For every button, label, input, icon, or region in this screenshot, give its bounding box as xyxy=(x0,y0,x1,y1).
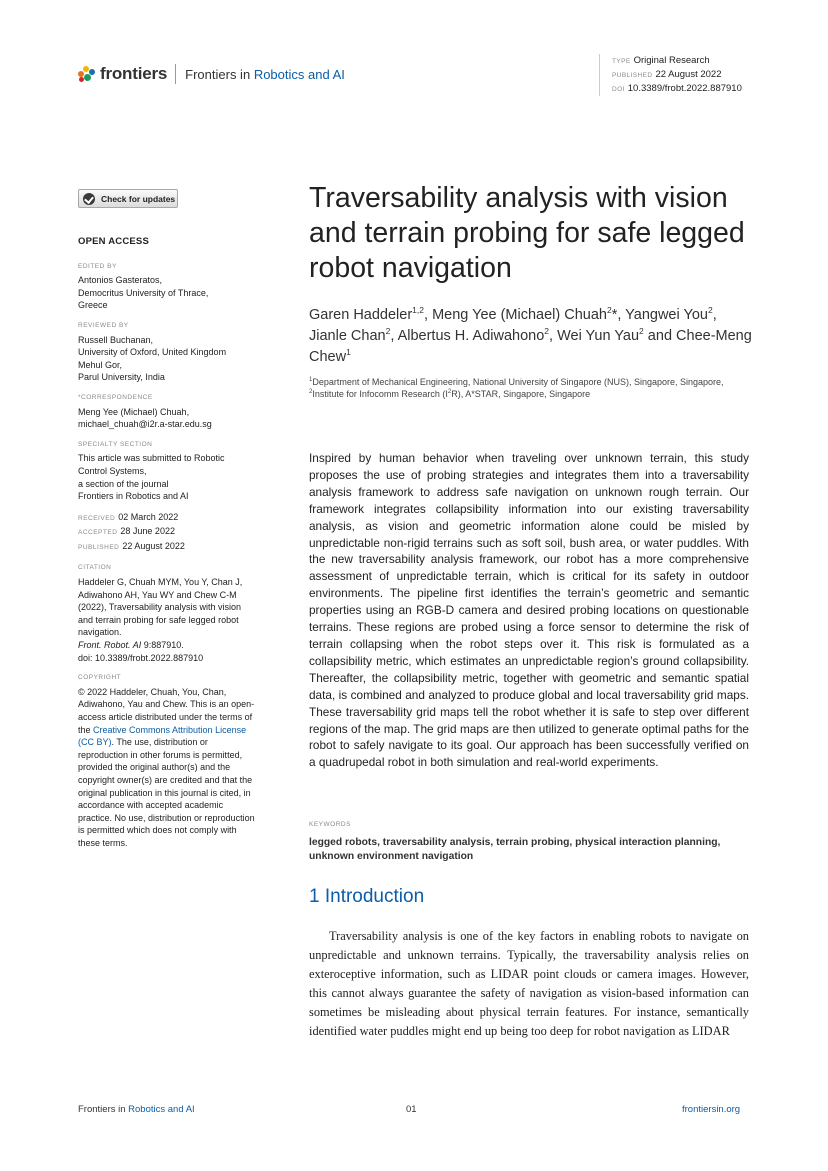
article-meta: TYPE Original Research PUBLISHED 22 August 2022 DOI 10.3389/frobt.2022.887910 xyxy=(599,54,742,96)
article-type: Original Research xyxy=(633,55,710,66)
author-name[interactable]: Chee-Meng Chew$^1$ xyxy=(309,328,752,365)
published-date: 22 August 2022 xyxy=(655,69,722,80)
open-access-label: OPEN ACCESS xyxy=(78,236,150,247)
author-name[interactable]: Garen Haddeler$^{1,2}$ xyxy=(309,305,424,323)
affiliations: $^1$Department of Mechanical Engineering, National University of Singapore (NUS), Singapore, Singapore, $^2$Institute for Infocomm Research $(I^2R)$, A*STAR, Singapore, Singapore xyxy=(309,377,724,400)
reviewed-by-section: REVIEWED BY Russell Buchanan, University of Oxford, United Kingdom Mehul Gor, Parul University, India xyxy=(78,321,227,383)
introduction-paragraph: Traversability analysis is one of the key factors in enabling robots to navigate on unpredictable and unknown terrains. Typically, the traversability analysis relies on exteroceptive information, such as LIDAR point clouds or camera images. However, this cannot always guarantee the safety of navigation as vision-based information can sometimes be misleading about physical terrain features. For instance, semantically identified water puddles might end up being too deep for robot navigation as LIDAR xyxy=(309,929,749,1039)
correspondence-email[interactable]: michael_chuah@i2r.a-star.edu.sg xyxy=(78,419,212,430)
header-divider xyxy=(175,64,176,84)
journal-header xyxy=(78,64,345,84)
check-for-updates-label: Check for updates xyxy=(101,193,176,204)
author-name[interactable]: Albertus H. Adiwahono$^2$ xyxy=(397,326,550,344)
footer-site-link[interactable]: frontiersin.org xyxy=(682,1104,741,1115)
author-name[interactable]: Jianle Chan$^2$ xyxy=(309,326,391,344)
check-for-updates-button[interactable] xyxy=(78,189,178,208)
article-sidebar xyxy=(78,236,256,858)
doi-link[interactable]: 10.3389/frobt.2022.887910 xyxy=(627,83,742,94)
frontiers-wordmark[interactable]: frontiers xyxy=(100,64,168,83)
section-heading-introduction: 1 Introduction xyxy=(309,886,425,907)
dates-section: RECEIVED 02 March 2022 ACCEPTED 28 June 2022 PUBLISHED 22 August 2022 xyxy=(78,511,185,551)
citation-section: CITATION Haddeler G, Chuah MYM, You Y, Chan J, Adiwahono AH, Yau WY and Chew C-M (2022), Traversability analysis with vision and terrain probing for safe legged robot navigation. Front. Robot. AI 9:887910. doi: 10.3389/frobt.2022.887910 xyxy=(78,562,256,664)
citation-doi[interactable]: doi: 10.3389/frobt.2022.887910 xyxy=(78,652,204,663)
keywords-heading: KEYWORDS xyxy=(309,821,351,828)
article-title: Traversability analysis with vision and terrain probing for safe legged robot navigation xyxy=(309,182,745,284)
cc-by-license-link[interactable]: Creative Commons Attribution License (CC BY) xyxy=(78,724,247,748)
author-name[interactable]: Wei Yun Yau$^2$ xyxy=(557,326,644,344)
frontiers-logo-icon xyxy=(78,65,96,83)
specialty-section: SPECIALTY SECTION This article was submitted to Robotic Control Systems, a section of the journal Frontiers in Robotics and AI xyxy=(78,440,225,502)
abstract: Inspired by human behavior when traveling over unknown terrain, this study proposes the use of probing strategies and integrates them into a traversability analysis framework to address safe navigation on unknown rough terrain. Our framework integrates collapsibility information into our existing traversability analysis, as vision and geometric information alone could be misled by unpredictable non-rigid terrains such as soft soil, bush area, or water puddles. With the new traversability analysis framework, our robot has a more comprehensive assessment of unpredictable terrain, which is critical for its safety in outdoor environments. The pipeline first identifies the terrain’s geometric and semantic properties using an RGB-D camera and desired probing locations on questionable terrains. These regions are probed using a force sensor to determine the risk of terrain collapsing when the robot steps over it. This risk is formulated as a collapsibility metric, which estimates an unpredictable region’s ground collapsibility. Thereafter, the collapsibility metric, together with geometric and semantic spatial data, is combined and analyzed to produce global and local traversability grid maps. These traversability grid maps tell the robot whether it is safe to step over different regions of the map. The grid maps are then utilized to generate optimal paths for the robot to safely navigate to its goal. Our approach has been successfully verified on a quadrupedal robot in both simulation and real-world experiments. xyxy=(309,451,749,770)
keywords: legged robots, traversability analysis, terrain probing, physical interaction planning, unknown environment navigation xyxy=(309,837,721,862)
journal-name[interactable]: Frontiers in Robotics and AI xyxy=(185,66,345,82)
check-circle-icon xyxy=(83,193,95,205)
page-number: 01 xyxy=(406,1104,417,1115)
author-name[interactable]: Yangwei You$^2$ xyxy=(625,305,713,323)
edited-by-section: EDITED BY Antonios Gasteratos, Democritus University of Thrace, Greece xyxy=(78,262,209,311)
author-name[interactable]: Meng Yee (Michael) Chuah$^2$* xyxy=(432,305,618,323)
copyright-section: COPYRIGHT © 2022 Haddeler, Chuah, You, Chan, Adiwahono, Yau and Chew. This is an open-access article distributed under the terms of the Creative Commons Attribution License (CC BY). The use, distribution or reproduction in other forums is permitted, provided the original author(s) and the copyright owner(s) are credited and that the original publication in this journal is cited, in accordance with accepted academic practice. No use, distribution or reproduction is permitted which does not comply with these terms. xyxy=(78,674,255,848)
footer-journal[interactable]: Frontiers in Robotics and AI xyxy=(78,1104,195,1115)
author-list: Garen Haddeler$^{1,2}$, Meng Yee (Michael) Chuah$^2$*, Yangwei You$^2$, Jianle Chan$^2$, Albertus H. Adiwahono$^2$, Wei Yun Yau$^2$ and Chee-Meng Chew$^1$ xyxy=(309,305,752,365)
correspondence-section: *CORRESPONDENCE Meng Yee (Michael) Chuah, michael_chuah@i2r.a-star.edu.sg xyxy=(78,392,256,431)
